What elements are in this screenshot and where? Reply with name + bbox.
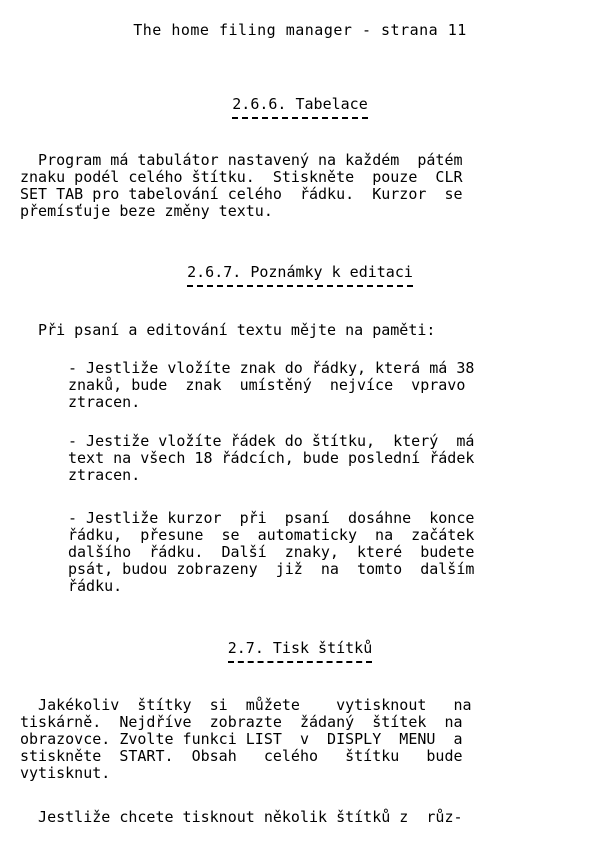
section-title: 2.7. Tisk štítků: [228, 640, 373, 663]
section-heading-tabelace: [0, 96, 600, 119]
paragraph-tisk-continued: Jestliže chcete tisknout několik štítků z růz-: [20, 808, 463, 826]
bullet-item: - Jestliže kurzor při psaní dosáhne konce řádku, přesune se automaticky na začátek dalšího řádku. Další znaky, které budete psát, budou zobrazeny již na tomto dalším řádku.: [68, 509, 475, 595]
bullet-item: - Jestliže vložíte znak do řádky, která má 38 znaků, bude znak umístěný nejvíce vpravo ztracen.: [68, 359, 475, 411]
paragraph-tabelace: Program má tabulátor nastavený na každém pátém znaku podél celého štítku. Stiskněte pouze CLR SET TAB pro tabelování celého řádku. Kurzor se přemísťuje beze změny textu.: [20, 151, 463, 220]
section-heading-poznamky: [0, 264, 600, 287]
paragraph-poznamky-intro: Při psaní a editování textu mějte na paměti:: [20, 321, 436, 339]
section-heading-tisk: [0, 640, 600, 663]
paragraph-tisk: Jakékoliv štítky si můžete vytisknout na tiskárně. Nejdříve zobrazte žádaný štítek na obrazovce. Zvolte funkci LIST v DISPLY MENU a stiskněte START. Obsah celého štítku bude vytisknut.: [20, 696, 472, 782]
section-title: 2.6.6. Tabelace: [232, 96, 367, 119]
page-header: The home filing manager - strana 11: [133, 21, 467, 39]
bullet-item: - Jestiže vložíte řádek do štítku, který má text na všech 18 řádcích, bude poslední řádek ztracen.: [68, 432, 475, 484]
section-title: 2.6.7. Poznámky k editaci: [187, 264, 413, 287]
